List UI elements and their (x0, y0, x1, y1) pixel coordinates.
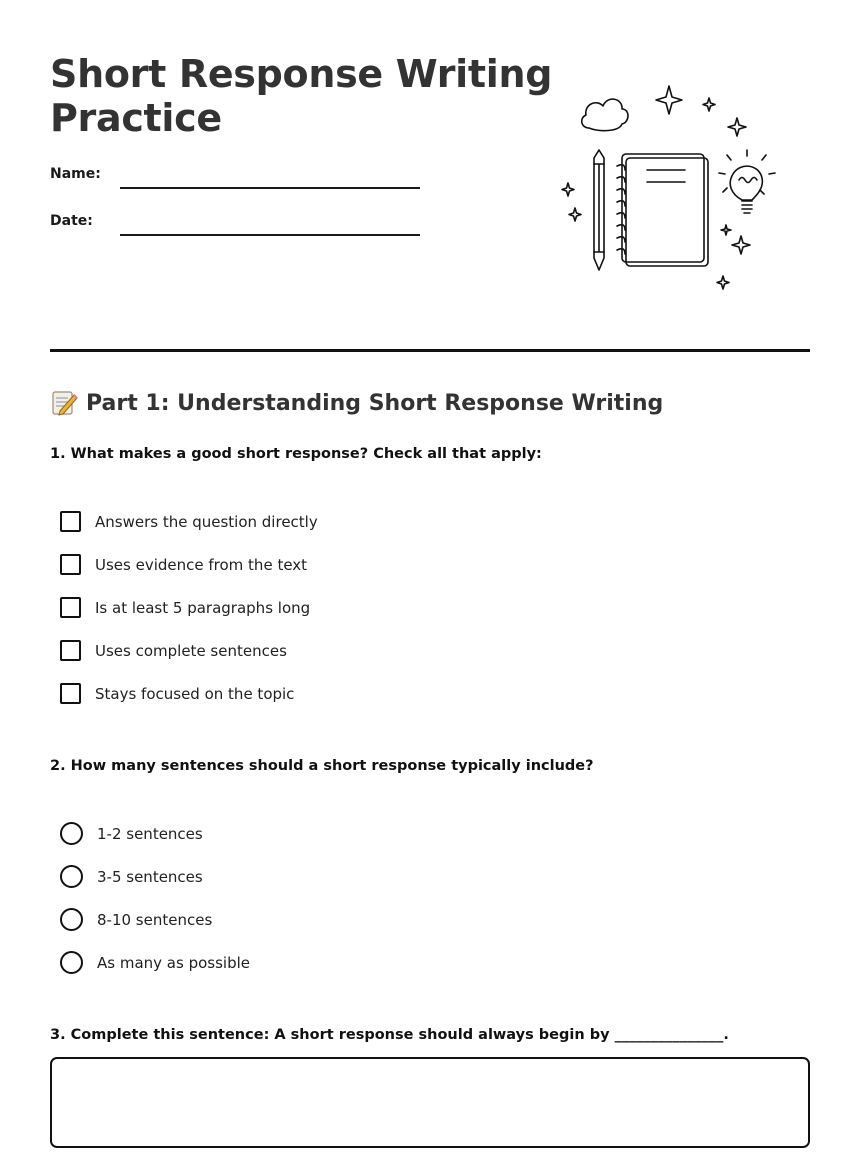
q2-option-label: 3-5 sentences (97, 867, 203, 886)
checkbox[interactable] (60, 511, 81, 532)
q1-option[interactable] (60, 597, 310, 618)
q2-option[interactable] (60, 908, 212, 931)
q3-answer-box[interactable] (50, 1057, 810, 1148)
question-2: 2. How many sentences should a short response typically include? (50, 758, 594, 774)
title-line-2: Practice (50, 96, 222, 140)
writing-illustration (555, 80, 785, 295)
part1-heading (50, 389, 663, 417)
q1-option-label: Uses evidence from the text (95, 555, 308, 574)
memo-icon (50, 389, 78, 417)
q2-option-label: 8-10 sentences (97, 910, 213, 929)
radio-button[interactable] (60, 951, 83, 974)
checkbox[interactable] (60, 597, 81, 618)
date-field[interactable] (120, 234, 420, 236)
radio-button[interactable] (60, 865, 83, 888)
q1-option-label: Uses complete sentences (95, 641, 287, 660)
question-1: 1. What makes a good short response? Check all that apply: (50, 446, 542, 462)
section-divider (50, 349, 810, 352)
lightbulb-icon (719, 150, 775, 213)
checkbox[interactable] (60, 554, 81, 575)
q1-option-label: Stays focused on the topic (95, 684, 295, 703)
question-3: 3. Complete this sentence: A short response should always begin by _______________. (50, 1027, 729, 1043)
notebook-icon (617, 154, 708, 266)
q2-option[interactable] (60, 951, 250, 974)
pencil-icon (594, 150, 604, 270)
part1-heading-text: Part 1: Understanding Short Response Writing (86, 390, 664, 416)
radio-button[interactable] (60, 822, 83, 845)
q1-option[interactable] (60, 554, 307, 575)
checkbox[interactable] (60, 683, 81, 704)
date-label: Date: (50, 213, 93, 229)
worksheet-title (50, 52, 552, 140)
q1-option[interactable] (60, 511, 318, 532)
q2-option[interactable] (60, 822, 203, 845)
q1-option-label: Answers the question directly (95, 512, 318, 531)
q2-option-label: 1-2 sentences (97, 824, 203, 843)
q1-option-label: Is at least 5 paragraphs long (95, 598, 311, 617)
q1-option[interactable] (60, 640, 287, 661)
checkbox[interactable] (60, 640, 81, 661)
name-field[interactable] (120, 187, 420, 189)
q1-option[interactable] (60, 683, 294, 704)
name-label: Name: (50, 166, 101, 182)
q2-option-label: As many as possible (97, 953, 250, 972)
sparkle-icon (562, 86, 750, 289)
q2-option[interactable] (60, 865, 203, 888)
radio-button[interactable] (60, 908, 83, 931)
cloud-icon (582, 99, 628, 131)
title-line-1: Short Response Writing (50, 52, 553, 96)
